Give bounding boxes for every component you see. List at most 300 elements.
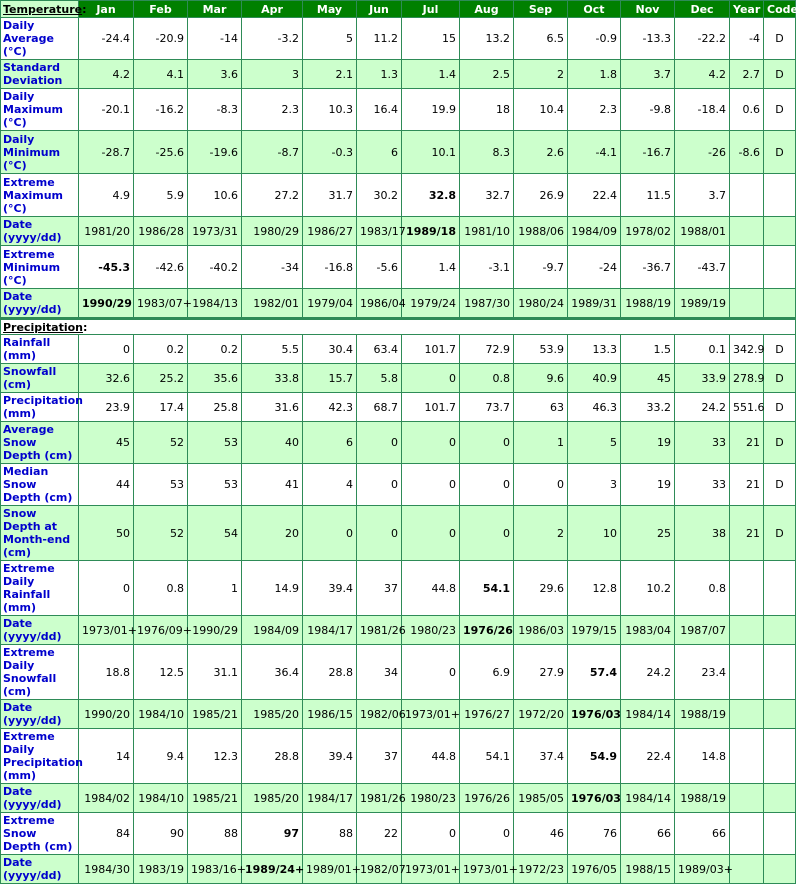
value-cell: 44.8	[402, 561, 460, 616]
value-cell: 14.8	[675, 729, 730, 784]
value-cell: 1989/01+	[303, 855, 357, 884]
value-cell: 1.4	[402, 60, 460, 89]
value-cell: 12.5	[134, 645, 188, 700]
value-cell: 10	[568, 506, 621, 561]
value-cell: 10.2	[621, 561, 675, 616]
table-row	[1, 364, 796, 393]
value-cell: 1990/29	[79, 289, 134, 319]
value-cell: 2.1	[303, 60, 357, 89]
value-cell: 46.3	[568, 393, 621, 422]
value-cell: 0	[79, 561, 134, 616]
year-cell: 2.7	[730, 60, 764, 89]
value-cell: 19.9	[402, 89, 460, 131]
value-cell: 88	[188, 813, 242, 855]
month-header-may: May	[303, 1, 357, 18]
year-cell	[730, 217, 764, 246]
year-cell: 21	[730, 464, 764, 506]
value-cell: 1984/14	[621, 784, 675, 813]
value-cell: 11.2	[357, 18, 402, 60]
value-cell: 63.4	[357, 335, 402, 364]
value-cell: 1980/24	[514, 289, 568, 319]
value-cell: 18	[460, 89, 514, 131]
code-cell: D	[764, 364, 796, 393]
value-cell: 27.9	[514, 645, 568, 700]
year-cell: 21	[730, 422, 764, 464]
value-cell: 23.9	[79, 393, 134, 422]
value-cell: 39.4	[303, 561, 357, 616]
value-cell: 54	[188, 506, 242, 561]
value-cell: 54.1	[460, 561, 514, 616]
value-cell: 50	[79, 506, 134, 561]
table-row	[1, 131, 796, 174]
value-cell: 1982/07	[357, 855, 402, 884]
row-label: Extreme Daily Precipitation (mm)	[1, 729, 79, 784]
value-cell: 1986/27	[303, 217, 357, 246]
code-cell	[764, 217, 796, 246]
row-label: Date (yyyy/dd)	[1, 855, 79, 884]
value-cell: 97	[242, 813, 303, 855]
month-header-jun: Jun	[357, 1, 402, 18]
value-cell: -19.6	[188, 131, 242, 174]
value-cell: 1973/01+	[402, 700, 460, 729]
value-cell: 1986/04	[357, 289, 402, 319]
value-cell: 54.1	[460, 729, 514, 784]
table-row	[1, 464, 796, 506]
value-cell: 1972/23	[514, 855, 568, 884]
row-label: Daily Maximum (°C)	[1, 89, 79, 131]
value-cell: -25.6	[134, 131, 188, 174]
value-cell: 1988/19	[675, 700, 730, 729]
value-cell: 1976/05	[568, 855, 621, 884]
value-cell: 0	[402, 464, 460, 506]
value-cell: 1.3	[357, 60, 402, 89]
precipitation-section-header: Precipitation:	[1, 319, 796, 335]
month-header-dec: Dec	[675, 1, 730, 18]
header-row	[1, 1, 796, 18]
value-cell: -9.8	[621, 89, 675, 131]
value-cell: 1988/19	[621, 289, 675, 319]
value-cell: 1988/06	[514, 217, 568, 246]
value-cell: 1972/20	[514, 700, 568, 729]
value-cell: 1986/28	[134, 217, 188, 246]
value-cell: 24.2	[621, 645, 675, 700]
value-cell: 32.7	[460, 174, 514, 217]
value-cell: 0	[460, 464, 514, 506]
value-cell: 42.3	[303, 393, 357, 422]
value-cell: -26	[675, 131, 730, 174]
value-cell: -0.3	[303, 131, 357, 174]
month-header-nov: Nov	[621, 1, 675, 18]
value-cell: 39.4	[303, 729, 357, 784]
value-cell: 0	[357, 422, 402, 464]
value-cell: 52	[134, 506, 188, 561]
row-label: Extreme Daily Rainfall (mm)	[1, 561, 79, 616]
value-cell: 0	[402, 645, 460, 700]
value-cell: 53.9	[514, 335, 568, 364]
value-cell: 1983/16+	[188, 855, 242, 884]
value-cell: 0.8	[675, 561, 730, 616]
year-cell: -8.6	[730, 131, 764, 174]
value-cell: -14	[188, 18, 242, 60]
value-cell: 3.7	[621, 60, 675, 89]
year-cell	[730, 729, 764, 784]
code-cell	[764, 561, 796, 616]
value-cell: 46	[514, 813, 568, 855]
value-cell: 66	[675, 813, 730, 855]
value-cell: -20.9	[134, 18, 188, 60]
value-cell: 1973/01+	[79, 616, 134, 645]
value-cell: 28.8	[242, 729, 303, 784]
value-cell: 2.3	[242, 89, 303, 131]
value-cell: 40.9	[568, 364, 621, 393]
value-cell: 1985/21	[188, 700, 242, 729]
value-cell: -42.6	[134, 246, 188, 289]
code-cell	[764, 729, 796, 784]
row-label: Standard Deviation	[1, 60, 79, 89]
year-cell: 21	[730, 506, 764, 561]
value-cell: 4.9	[79, 174, 134, 217]
table-row	[1, 422, 796, 464]
value-cell: 19	[621, 422, 675, 464]
value-cell: 1983/07+	[134, 289, 188, 319]
value-cell: 2.6	[514, 131, 568, 174]
value-cell: 11.5	[621, 174, 675, 217]
value-cell: 3.6	[188, 60, 242, 89]
value-cell: 22.4	[621, 729, 675, 784]
value-cell: 37	[357, 561, 402, 616]
table-row	[1, 89, 796, 131]
value-cell: 53	[134, 464, 188, 506]
year-cell	[730, 813, 764, 855]
value-cell: -4.1	[568, 131, 621, 174]
value-cell: 2	[514, 60, 568, 89]
value-cell: -13.3	[621, 18, 675, 60]
month-header-oct: Oct	[568, 1, 621, 18]
year-cell: 0.6	[730, 89, 764, 131]
table-row	[1, 60, 796, 89]
year-header: Year	[730, 1, 764, 18]
value-cell: 2.3	[568, 89, 621, 131]
value-cell: 0.2	[188, 335, 242, 364]
value-cell: -16.2	[134, 89, 188, 131]
value-cell: 101.7	[402, 335, 460, 364]
value-cell: 0	[402, 364, 460, 393]
value-cell: 10.1	[402, 131, 460, 174]
year-cell: 342.9	[730, 335, 764, 364]
value-cell: 20	[242, 506, 303, 561]
value-cell: 1978/02	[621, 217, 675, 246]
value-cell: -43.7	[675, 246, 730, 289]
value-cell: 53	[188, 422, 242, 464]
value-cell: 6	[303, 422, 357, 464]
value-cell: 1986/03	[514, 616, 568, 645]
table-row	[1, 616, 796, 645]
value-cell: 68.7	[357, 393, 402, 422]
month-header-jul: Jul	[402, 1, 460, 18]
value-cell: 31.1	[188, 645, 242, 700]
value-cell: 1981/26	[357, 616, 402, 645]
value-cell: 45	[79, 422, 134, 464]
value-cell: 0.8	[134, 561, 188, 616]
value-cell: 10.3	[303, 89, 357, 131]
value-cell: 38	[675, 506, 730, 561]
value-cell: 32.6	[79, 364, 134, 393]
value-cell: -20.1	[79, 89, 134, 131]
table-row	[1, 289, 796, 319]
row-label: Snowfall (cm)	[1, 364, 79, 393]
value-cell: 1.4	[402, 246, 460, 289]
value-cell: 1976/09+	[134, 616, 188, 645]
code-cell: D	[764, 335, 796, 364]
value-cell: 8.3	[460, 131, 514, 174]
value-cell: -0.9	[568, 18, 621, 60]
year-cell	[730, 784, 764, 813]
value-cell: 1989/24+	[242, 855, 303, 884]
code-cell	[764, 246, 796, 289]
value-cell: 1980/23	[402, 616, 460, 645]
value-cell: 18.8	[79, 645, 134, 700]
code-cell	[764, 700, 796, 729]
value-cell: 1.5	[621, 335, 675, 364]
value-cell: 25.8	[188, 393, 242, 422]
value-cell: 52	[134, 422, 188, 464]
year-cell: -4	[730, 18, 764, 60]
value-cell: 1984/17	[303, 784, 357, 813]
value-cell: 0	[402, 813, 460, 855]
value-cell: 25.2	[134, 364, 188, 393]
code-cell: D	[764, 89, 796, 131]
value-cell: 1990/29	[188, 616, 242, 645]
code-cell	[764, 813, 796, 855]
temperature-section-header: Temperature:	[1, 1, 79, 18]
value-cell: 31.6	[242, 393, 303, 422]
year-cell	[730, 616, 764, 645]
value-cell: -9.7	[514, 246, 568, 289]
value-cell: 6.9	[460, 645, 514, 700]
value-cell: 1988/15	[621, 855, 675, 884]
year-cell	[730, 174, 764, 217]
value-cell: 1976/03	[568, 700, 621, 729]
value-cell: 5.8	[357, 364, 402, 393]
value-cell: 1984/10	[134, 700, 188, 729]
code-cell: D	[764, 393, 796, 422]
value-cell: 66	[621, 813, 675, 855]
value-cell: -3.2	[242, 18, 303, 60]
value-cell: 33.9	[675, 364, 730, 393]
value-cell: 32.8	[402, 174, 460, 217]
value-cell: 1976/26	[460, 784, 514, 813]
value-cell: 0	[402, 422, 460, 464]
value-cell: -16.8	[303, 246, 357, 289]
value-cell: 3.7	[675, 174, 730, 217]
value-cell: 30.2	[357, 174, 402, 217]
value-cell: 101.7	[402, 393, 460, 422]
value-cell: 5	[568, 422, 621, 464]
code-cell: D	[764, 464, 796, 506]
value-cell: 1984/10	[134, 784, 188, 813]
value-cell: 1984/09	[242, 616, 303, 645]
value-cell: 1985/20	[242, 784, 303, 813]
table-row	[1, 645, 796, 700]
value-cell: 1976/03	[568, 784, 621, 813]
value-cell: 1	[188, 561, 242, 616]
value-cell: -36.7	[621, 246, 675, 289]
value-cell: 5.9	[134, 174, 188, 217]
value-cell: 45	[621, 364, 675, 393]
value-cell: 3	[242, 60, 303, 89]
value-cell: 0	[402, 506, 460, 561]
code-header: Code	[764, 1, 796, 18]
value-cell: 1984/30	[79, 855, 134, 884]
value-cell: 1984/17	[303, 616, 357, 645]
value-cell: -24	[568, 246, 621, 289]
row-label: Average Snow Depth (cm)	[1, 422, 79, 464]
value-cell: 1987/30	[460, 289, 514, 319]
value-cell: 3	[568, 464, 621, 506]
value-cell: 16.4	[357, 89, 402, 131]
value-cell: 1989/19	[675, 289, 730, 319]
table-row	[1, 217, 796, 246]
value-cell: 37	[357, 729, 402, 784]
value-cell: 9.6	[514, 364, 568, 393]
row-label: Date (yyyy/dd)	[1, 784, 79, 813]
value-cell: 1988/19	[675, 784, 730, 813]
value-cell: 53	[188, 464, 242, 506]
value-cell: 76	[568, 813, 621, 855]
value-cell: 40	[242, 422, 303, 464]
year-cell	[730, 700, 764, 729]
value-cell: 44	[79, 464, 134, 506]
value-cell: 37.4	[514, 729, 568, 784]
value-cell: 0	[460, 813, 514, 855]
table-row	[1, 855, 796, 884]
value-cell: 0.2	[134, 335, 188, 364]
code-cell	[764, 616, 796, 645]
value-cell: 9.4	[134, 729, 188, 784]
year-cell	[730, 561, 764, 616]
value-cell: 4.2	[79, 60, 134, 89]
value-cell: 31.7	[303, 174, 357, 217]
value-cell: 6.5	[514, 18, 568, 60]
value-cell: 73.7	[460, 393, 514, 422]
value-cell: 24.2	[675, 393, 730, 422]
value-cell: 15.7	[303, 364, 357, 393]
value-cell: 0	[460, 422, 514, 464]
month-header-feb: Feb	[134, 1, 188, 18]
value-cell: 57.4	[568, 645, 621, 700]
value-cell: 1985/20	[242, 700, 303, 729]
value-cell: 22.4	[568, 174, 621, 217]
row-label: Date (yyyy/dd)	[1, 217, 79, 246]
value-cell: -8.3	[188, 89, 242, 131]
value-cell: 1973/01+	[460, 855, 514, 884]
value-cell: 14.9	[242, 561, 303, 616]
value-cell: 28.8	[303, 645, 357, 700]
table-row	[1, 174, 796, 217]
row-label: Rainfall (mm)	[1, 335, 79, 364]
value-cell: 2.5	[460, 60, 514, 89]
value-cell: 30.4	[303, 335, 357, 364]
value-cell: 41	[242, 464, 303, 506]
value-cell: 72.9	[460, 335, 514, 364]
table-row	[1, 506, 796, 561]
value-cell: -40.2	[188, 246, 242, 289]
value-cell: 1981/26	[357, 784, 402, 813]
table-row	[1, 729, 796, 784]
value-cell: 13.3	[568, 335, 621, 364]
value-cell: -34	[242, 246, 303, 289]
value-cell: 1984/13	[188, 289, 242, 319]
code-cell: D	[764, 506, 796, 561]
value-cell: 1979/04	[303, 289, 357, 319]
year-cell: 551.6	[730, 393, 764, 422]
code-cell: D	[764, 131, 796, 174]
value-cell: 1980/23	[402, 784, 460, 813]
value-cell: 1987/07	[675, 616, 730, 645]
value-cell: 84	[79, 813, 134, 855]
value-cell: 13.2	[460, 18, 514, 60]
value-cell: 15	[402, 18, 460, 60]
code-cell: D	[764, 18, 796, 60]
value-cell: 33	[675, 464, 730, 506]
year-cell: 278.9	[730, 364, 764, 393]
value-cell: 90	[134, 813, 188, 855]
row-label: Extreme Daily Snowfall (cm)	[1, 645, 79, 700]
table-row	[1, 246, 796, 289]
value-cell: 2	[514, 506, 568, 561]
value-cell: 1989/18	[402, 217, 460, 246]
value-cell: 0.8	[460, 364, 514, 393]
month-header-apr: Apr	[242, 1, 303, 18]
value-cell: 1979/15	[568, 616, 621, 645]
month-header-aug: Aug	[460, 1, 514, 18]
value-cell: 4.1	[134, 60, 188, 89]
value-cell: 0	[460, 506, 514, 561]
value-cell: 1.8	[568, 60, 621, 89]
value-cell: 14	[79, 729, 134, 784]
row-label: Extreme Snow Depth (cm)	[1, 813, 79, 855]
code-cell: D	[764, 422, 796, 464]
value-cell: 36.4	[242, 645, 303, 700]
precipitation-section-row	[1, 319, 796, 335]
row-label: Extreme Minimum (°C)	[1, 246, 79, 289]
row-label: Date (yyyy/dd)	[1, 289, 79, 319]
code-cell	[764, 855, 796, 884]
code-cell	[764, 784, 796, 813]
month-header-sep: Sep	[514, 1, 568, 18]
value-cell: -24.4	[79, 18, 134, 60]
value-cell: 88	[303, 813, 357, 855]
value-cell: 1986/15	[303, 700, 357, 729]
value-cell: 1990/20	[79, 700, 134, 729]
temperature-section-label: Temperature	[3, 2, 83, 16]
precipitation-section-label: Precipitation	[3, 320, 83, 334]
year-cell	[730, 645, 764, 700]
value-cell: 6	[357, 131, 402, 174]
value-cell: 19	[621, 464, 675, 506]
value-cell: 5.5	[242, 335, 303, 364]
value-cell: 44.8	[402, 729, 460, 784]
table-row	[1, 784, 796, 813]
table-row	[1, 561, 796, 616]
code-cell: D	[764, 60, 796, 89]
year-cell	[730, 246, 764, 289]
value-cell: 1	[514, 422, 568, 464]
value-cell: 0	[357, 464, 402, 506]
value-cell: 54.9	[568, 729, 621, 784]
value-cell: 10.4	[514, 89, 568, 131]
value-cell: 63	[514, 393, 568, 422]
